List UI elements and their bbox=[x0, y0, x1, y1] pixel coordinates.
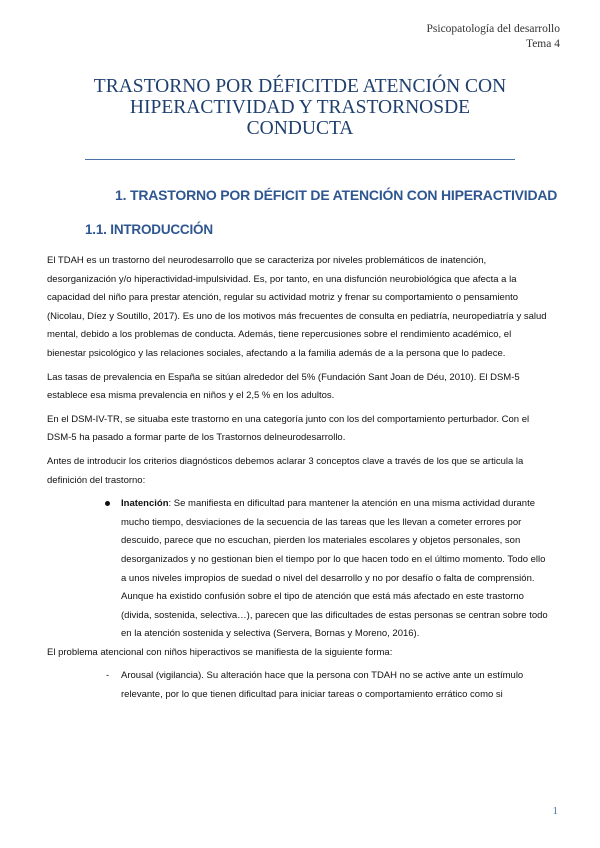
bullet-extra: Aunque ha existido confusión sobre el tipo de atención que está más afectado en este trastorno (divida, sostenida, selectiva…), parecen que las dificultades de estas personas se centran sobre todo en la atención sostenida y selectiva (Servera, Bornas y Moreno, 2016). bbox=[121, 591, 548, 640]
header-course: Psicopatología del desarrollo bbox=[426, 23, 560, 35]
bullet-text bbox=[121, 495, 552, 588]
dash-item-text: Arousal (vigilancia). Su alteración hace que la persona con TDAH no se active ante un estímulo relevante, por lo que tienen dificultad para iniciar tareas o comportamiento errático como si bbox=[121, 670, 524, 701]
list-item bbox=[47, 495, 552, 644]
page-header bbox=[427, 22, 561, 52]
bullet-icon bbox=[105, 501, 110, 506]
paragraph-concepts: Antes de introducir los criterios diagnósticos debemos aclarar 3 conceptos clave a través de los que se articula la definición del trastorno: bbox=[47, 455, 524, 486]
subsection-heading: 1.1. INTRODUCCIÓN bbox=[85, 222, 213, 237]
header-unit: Tema 4 bbox=[525, 38, 560, 50]
body-text bbox=[47, 252, 552, 705]
dash-marker: - bbox=[106, 670, 110, 682]
bullet-term: Inatención bbox=[121, 498, 169, 510]
title-line-1: TRASTORNO POR DÉFICITDE ATENCIÓN CON bbox=[93, 76, 507, 97]
bullet-description: : Se manifiesta en dificultad para mantener la atención en una misma actividad durante mucho tiempo, desviaciones de la secuencia de las tareas que les llevan a cometer errores por descuido, parece que no escuchan, pierden los materiales escolares y objetos personales, son desorganizados y no gestionan bien el tiempo por lo que hacen todo en el último momento. Todo ello a unos niveles impropios de suedad o nivel del desarrollo y no por desafío o falta de comprensión. bbox=[121, 498, 546, 584]
document-title bbox=[60, 76, 540, 139]
paragraph-intro: El TDAH es un trastorno del neurodesarrollo que se caracteriza por niveles problemáticos de inatención, desorganización y/o hiperactividad-impulsividad. Es, por tanto, en una disfunción neurobiológica que afecta a la capacidad del niño para prestar atención, regular su actividad motriz y frenar su comportamiento o pensamiento (Nicolau, Díez y Soutillo, 2017). Es uno de los motivos más frecuentes de consulta en pediatría, neuropediatría y salud mental, debido a los problemas de conducta. Además, tiene repercusiones sobre el rendimiento académico, el bienestar psicológico y las relaciones sociales, afectando a la familia además de a la persona que lo padece. bbox=[47, 255, 547, 359]
paragraph-attention-problem: El problema atencional con niños hiperactivos se manifiesta de la siguiente forma: bbox=[47, 646, 393, 658]
title-line-3: CONDUCTA bbox=[246, 118, 354, 139]
paragraph-prevalence: Las tasas de prevalencia en España se sitúan alrededor del 5% (Fundación Sant Joan de Déu, 2010). El DSM-5 establece esa misma prevalencia en niños y el 2,5 % en los adultos. bbox=[47, 371, 520, 402]
page-number: 1 bbox=[552, 805, 558, 817]
title-line-2: HIPERACTIVIDAD Y TRASTORNOSDE bbox=[129, 97, 471, 118]
title-divider bbox=[85, 159, 515, 160]
paragraph-dsm: En el DSM-IV-TR, se situaba este trastorno en una categoría junto con los del comportamiento perturbador. Con el DSM-5 ha pasado a formar parte de los Trastornos delneurodesarrollo. bbox=[47, 413, 530, 444]
section-heading: 1. TRASTORNO POR DÉFICIT DE ATENCIÓN CON HIPERACTIVIDAD bbox=[115, 187, 558, 203]
list-item bbox=[47, 667, 552, 704]
